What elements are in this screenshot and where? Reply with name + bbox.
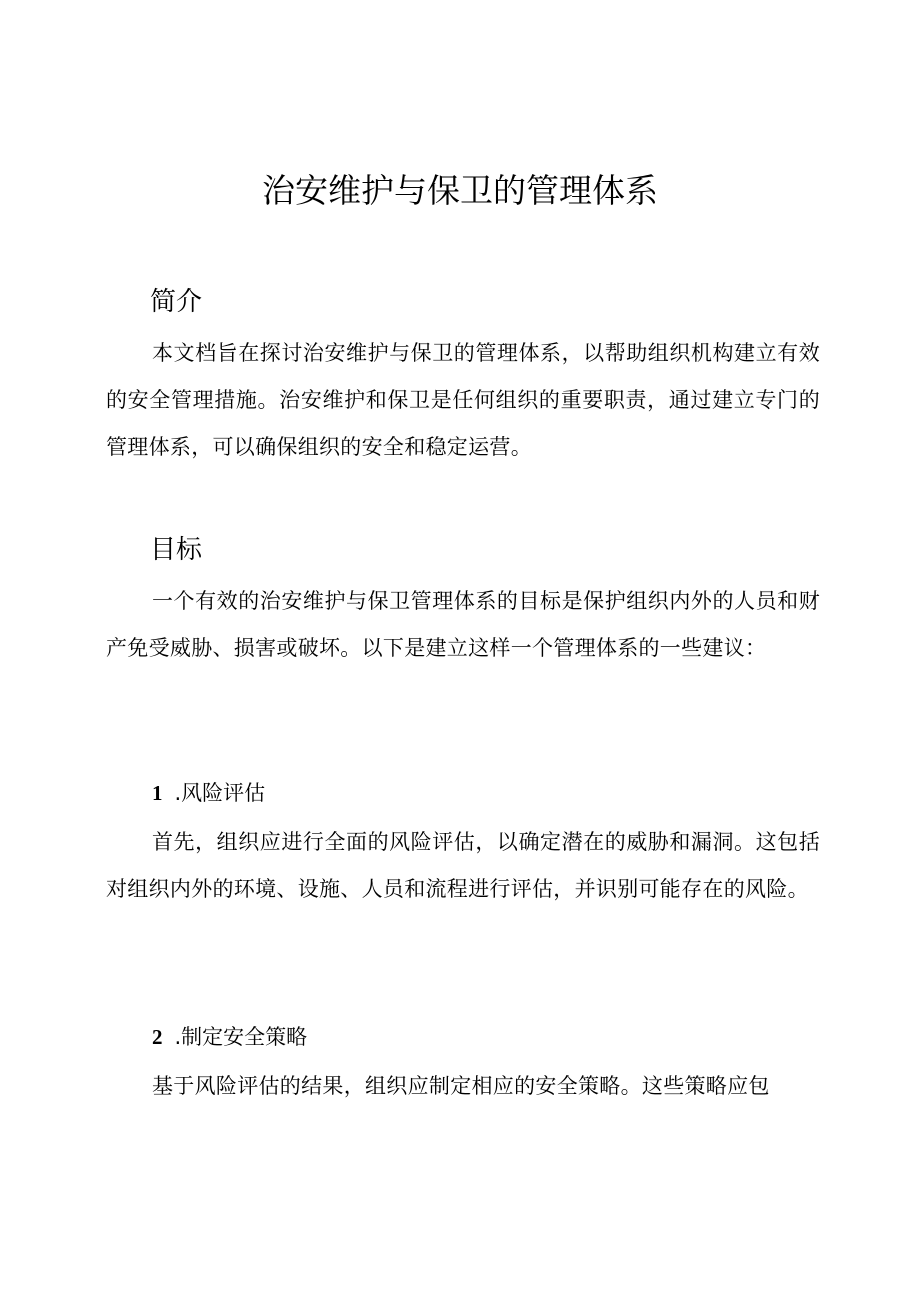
subsection-heading-security-strategy — [152, 1022, 307, 1052]
section-heading-intro: 简介 — [150, 287, 203, 317]
subsection-number: 2 — [152, 1025, 163, 1049]
section-paragraph-goals: 一个有效的治安维护与保卫管理体系的目标是保护组织内外的人员和财产免受威胁、损害或破坏。以下是建立这样一个管理体系的一些建议： — [106, 589, 820, 660]
subsection-title: .制定安全策略 — [174, 1025, 308, 1049]
subsection-number: 1 — [152, 781, 163, 805]
subsection-heading-risk-assessment — [152, 778, 265, 808]
document-title: 治安维护与保卫的管理体系 — [262, 171, 658, 210]
section-heading-goals: 目标 — [150, 535, 203, 565]
subsection-title: .风险评估 — [174, 781, 266, 805]
subsection-paragraph-security-strategy: 基于风险评估的结果，组织应制定相应的安全策略。这些策略应包 — [152, 1074, 770, 1098]
section-paragraph-intro: 本文档旨在探讨治安维护与保卫的管理体系，以帮助组织机构建立有效的安全管理措施。治安维护和保卫是任何组织的重要职责，通过建立专门的管理体系，可以确保组织的安全和稳定运营。 — [106, 341, 820, 459]
subsection-paragraph-risk-assessment: 首先，组织应进行全面的风险评估，以确定潜在的威胁和漏洞。这包括对组织内外的环境、设施、人员和流程进行评估，并识别可能存在的风险。 — [106, 830, 820, 901]
